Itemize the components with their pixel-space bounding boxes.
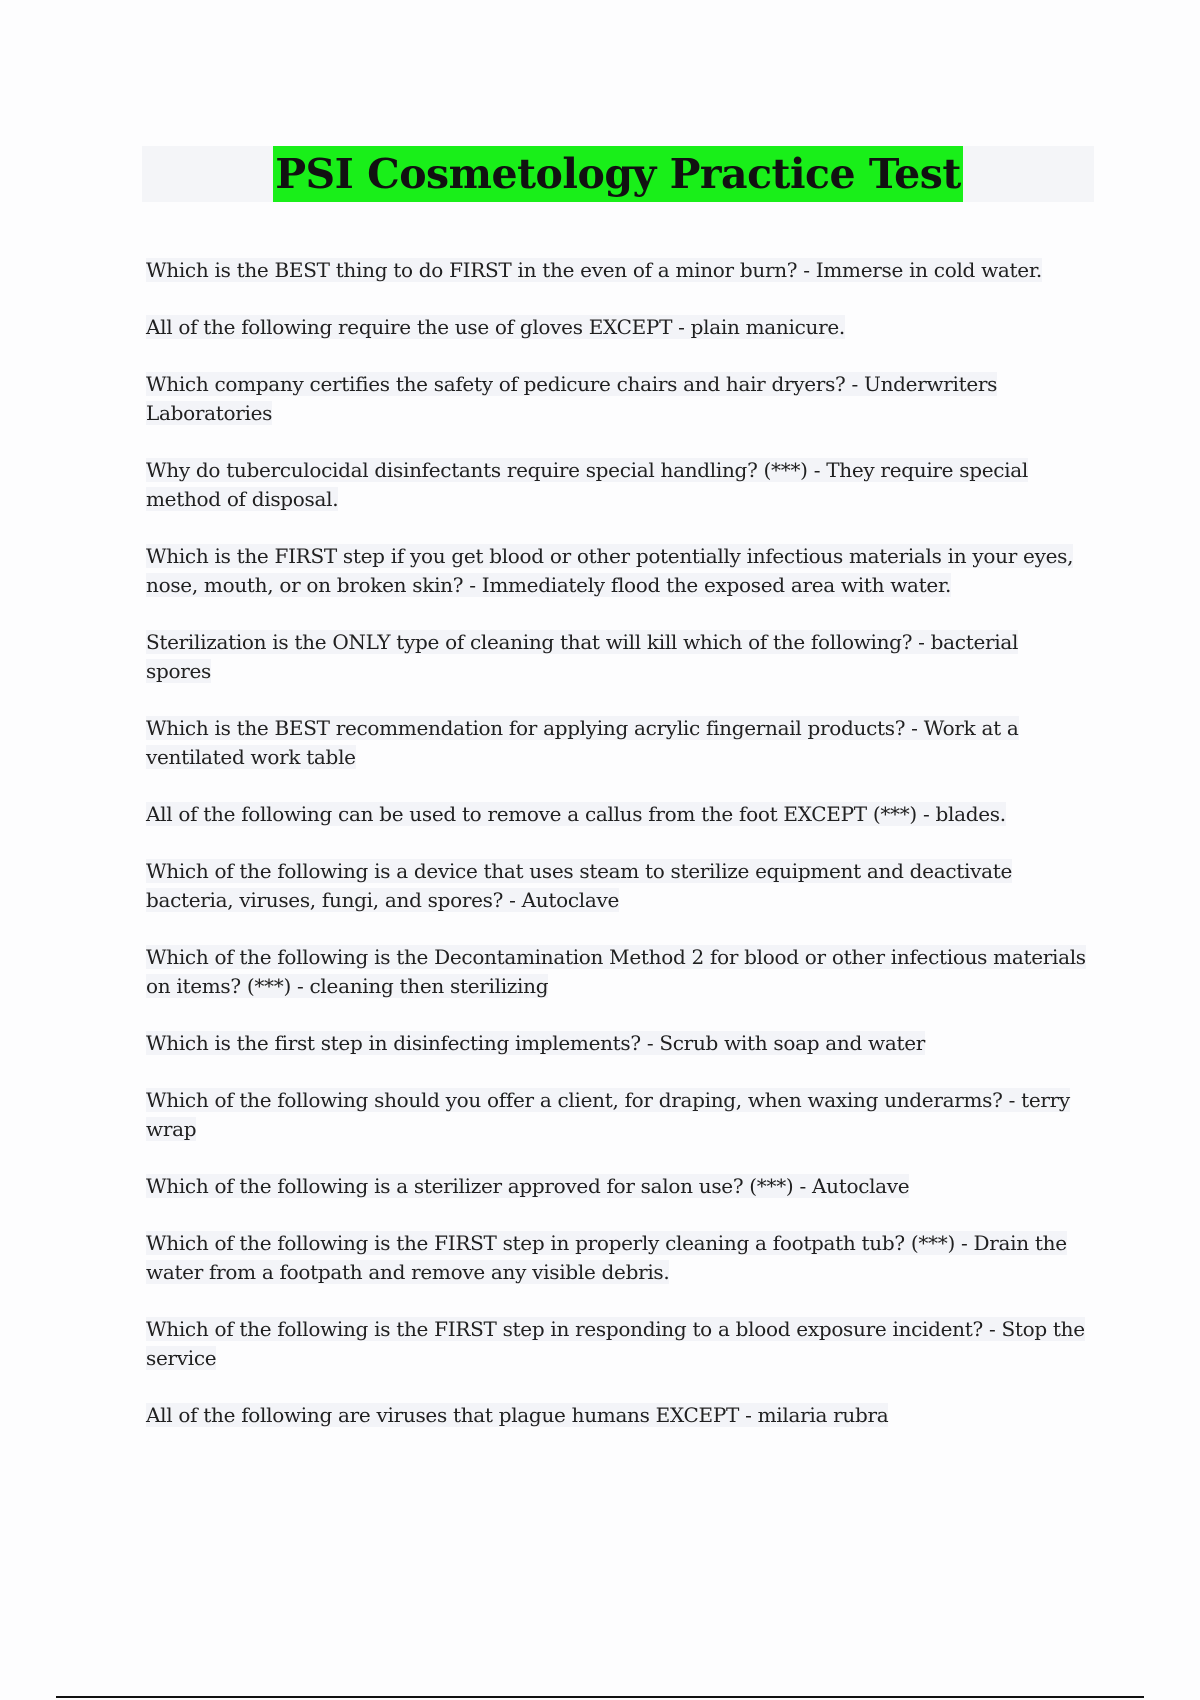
question-answer-text: Sterilization is the ONLY type of cleaning that will kill which of the following? - bacterial spores [146, 630, 1019, 683]
question-answer-text: Which is the BEST thing to do FIRST in the even of a minor burn? - Immerse in cold water. [146, 258, 1042, 282]
list-item [146, 1315, 1086, 1373]
list-item [146, 1086, 1086, 1144]
list-item [146, 1229, 1086, 1287]
list-item [146, 456, 1086, 514]
question-answer-text: All of the following require the use of gloves EXCEPT - plain manicure. [146, 315, 845, 339]
question-answer-text: Which of the following is a sterilizer approved for salon use? (***) - Autoclave [146, 1174, 910, 1198]
list-item [146, 1401, 1086, 1430]
list-item [146, 800, 1086, 829]
question-answer-text: Which of the following is the FIRST step in properly cleaning a footpath tub? (***) - Drain the water from a footpath and remove any visible debris. [146, 1231, 1067, 1284]
list-item [146, 256, 1086, 285]
list-item [146, 370, 1086, 428]
question-answer-text: Which of the following is a device that uses steam to sterilize equipment and deactivate bacteria, viruses, fungi, and spores? - Autoclave [146, 859, 1012, 912]
title-band [142, 146, 1094, 202]
question-answer-text: Which company certifies the safety of pedicure chairs and hair dryers? - Underwriters Laboratories [146, 372, 998, 425]
list-item [146, 1172, 1086, 1201]
page-bottom-rule [56, 1696, 1144, 1698]
question-answer-text: Which of the following is the Decontamination Method 2 for blood or other infectious materials on items? (***) - cleaning then sterilizing [146, 945, 1086, 998]
question-answer-text: Why do tuberculocidal disinfectants require special handling? (***) - They require special method of disposal. [146, 458, 1028, 511]
question-answer-text: Which is the FIRST step if you get blood or other potentially infectious materials in your eyes, nose, mouth, or on broken skin? - Immediately flood the exposed area with water. [146, 544, 1074, 597]
list-item [146, 857, 1086, 915]
question-answer-text: Which of the following is the FIRST step in responding to a blood exposure incident? - Stop the service [146, 1317, 1085, 1370]
question-answer-text: Which is the BEST recommendation for applying acrylic fingernail products? - Work at a ventilated work table [146, 716, 1019, 769]
list-item [146, 313, 1086, 342]
list-item [146, 542, 1086, 600]
list-item [146, 714, 1086, 772]
question-answer-text: Which of the following should you offer a client, for draping, when waxing underarms? - terry wrap [146, 1088, 1070, 1141]
question-answer-text: All of the following are viruses that plague humans EXCEPT - milaria rubra [146, 1403, 889, 1427]
list-item [146, 943, 1086, 1001]
question-answer-text: All of the following can be used to remove a callus from the foot EXCEPT (***) - blades. [146, 802, 1006, 826]
question-answer-list [146, 256, 1086, 1458]
question-answer-text: Which is the first step in disinfecting implements? - Scrub with soap and water [146, 1031, 926, 1055]
list-item [146, 1029, 1086, 1058]
page-title: PSI Cosmetology Practice Test [273, 146, 963, 202]
list-item [146, 628, 1086, 686]
